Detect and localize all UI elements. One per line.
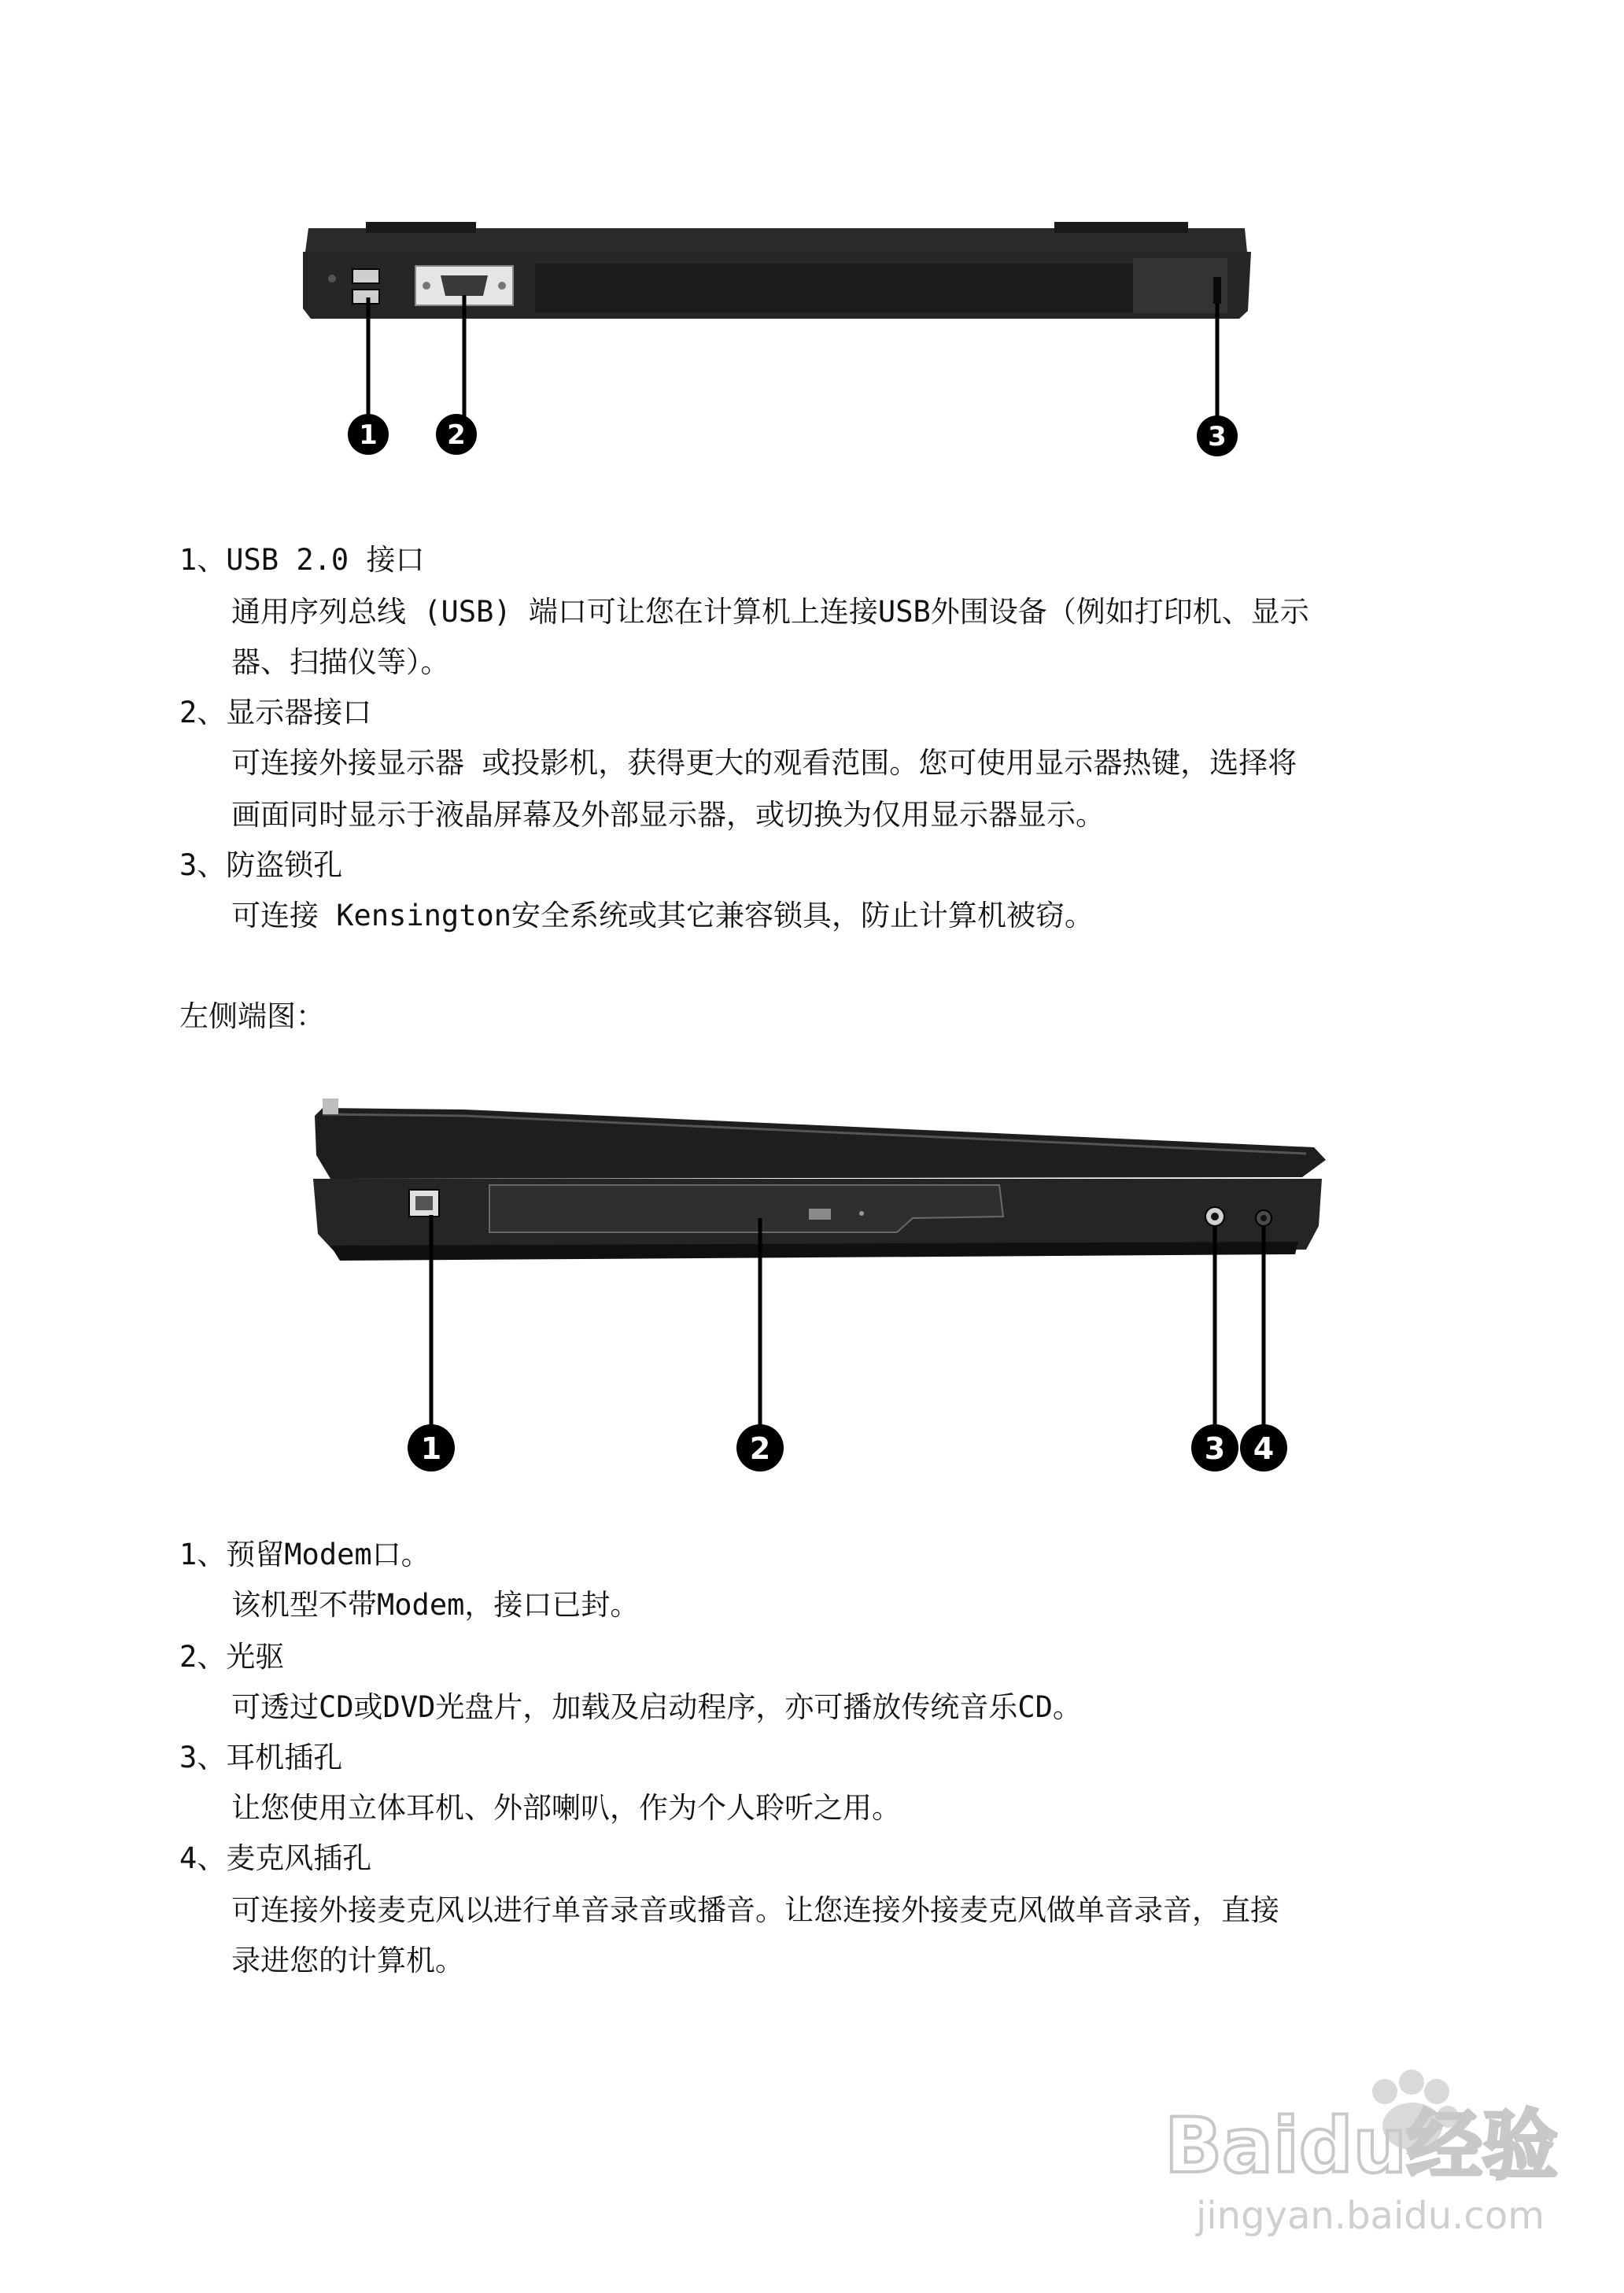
rear-strip xyxy=(535,264,1133,312)
baidu-jingyan-watermark xyxy=(1149,2054,1558,2251)
left-callout-4 xyxy=(1240,1424,1287,1471)
left-view-heading: 左侧端图： xyxy=(179,999,325,1033)
rear-item-1-title: 1、USB 2.0 接口 xyxy=(179,543,425,577)
left-item-1-desc-1: 该机型不带Modem，接口已封。 xyxy=(231,1588,640,1622)
left-callout-1 xyxy=(408,1424,455,1471)
mic-jack-hole xyxy=(1260,1215,1267,1221)
svg-text:2: 2 xyxy=(749,1431,771,1466)
optical-drive-led xyxy=(859,1211,864,1216)
rear-item-3-title: 3、防盗锁孔 xyxy=(179,848,343,882)
watermark-brand: Baidu经验 xyxy=(1164,2102,1558,2190)
rear-item-1-desc-1: 通用序列总线 (USB) 端口可让您在计算机上连接USB外围设备（例如打印机、显示 xyxy=(231,595,1309,629)
left-hinge-bump xyxy=(323,1098,338,1114)
rear-callout-2 xyxy=(436,414,477,455)
usb-port-bottom xyxy=(352,290,379,304)
lock-slot xyxy=(1213,277,1221,304)
rear-item-2-desc-2: 画面同时显示于液晶屏幕及外部显示器，或切换为仅用显示器显示。 xyxy=(231,798,1105,832)
left-lid xyxy=(315,1108,1326,1179)
left-item-3-title: 3、耳机插孔 xyxy=(179,1741,343,1774)
left-item-4-desc-1: 可连接外接麦克风以进行单音录音或播音。让您连接外接麦克风做单音录音，直接 xyxy=(231,1893,1279,1927)
left-view-figure xyxy=(299,1092,1345,1486)
usb-port-top xyxy=(352,269,379,283)
rear-callout-3 xyxy=(1197,415,1238,456)
watermark-url: jingyan.baidu.com xyxy=(1196,2194,1545,2238)
left-item-2-desc-1: 可透过CD或DVD光盘片，加载及启动程序，亦可播放传统音乐CD。 xyxy=(231,1690,1082,1724)
left-item-1-title: 1、预留Modem口。 xyxy=(179,1538,430,1571)
rear-item-2-desc-1: 可连接外接显示器 或投影机，获得更大的观看范围。您可使用显示器热键，选择将 xyxy=(231,746,1297,780)
rear-item-2-title: 2、显示器接口 xyxy=(179,696,372,729)
rear-led xyxy=(328,275,336,282)
modem-port-inner xyxy=(415,1196,433,1210)
vga-screw-left xyxy=(423,282,430,290)
rear-item-1-desc-2: 器、扫描仪等）。 xyxy=(231,645,450,679)
left-item-4-desc-2: 录进您的计算机。 xyxy=(231,1944,464,1977)
svg-text:4: 4 xyxy=(1253,1431,1275,1466)
svg-text:3: 3 xyxy=(1204,1431,1226,1466)
rear-view-figure xyxy=(299,220,1267,472)
left-callout-3 xyxy=(1191,1424,1238,1471)
optical-drive-button xyxy=(809,1209,831,1220)
svg-text:1: 1 xyxy=(359,419,378,451)
rear-hinge-right xyxy=(1054,222,1188,233)
left-item-2-title: 2、光驱 xyxy=(179,1640,285,1674)
svg-text:2: 2 xyxy=(447,419,466,451)
left-item-3-desc-1: 让您使用立体耳机、外部喇叭，作为个人聆听之用。 xyxy=(231,1791,901,1825)
svg-text:3: 3 xyxy=(1208,421,1227,452)
svg-text:1: 1 xyxy=(420,1431,442,1466)
headphone-jack-hole xyxy=(1211,1213,1219,1220)
rear-hinge-left xyxy=(366,222,476,233)
left-item-4-title: 4、麦克风插孔 xyxy=(179,1841,372,1875)
vga-screw-right xyxy=(498,282,506,290)
rear-callout-1 xyxy=(348,414,389,455)
vga-port xyxy=(441,275,488,296)
rear-item-3-desc-1: 可连接 Kensington安全系统或其它兼容锁具，防止计算机被窃。 xyxy=(231,899,1094,932)
left-callout-2 xyxy=(736,1424,784,1471)
